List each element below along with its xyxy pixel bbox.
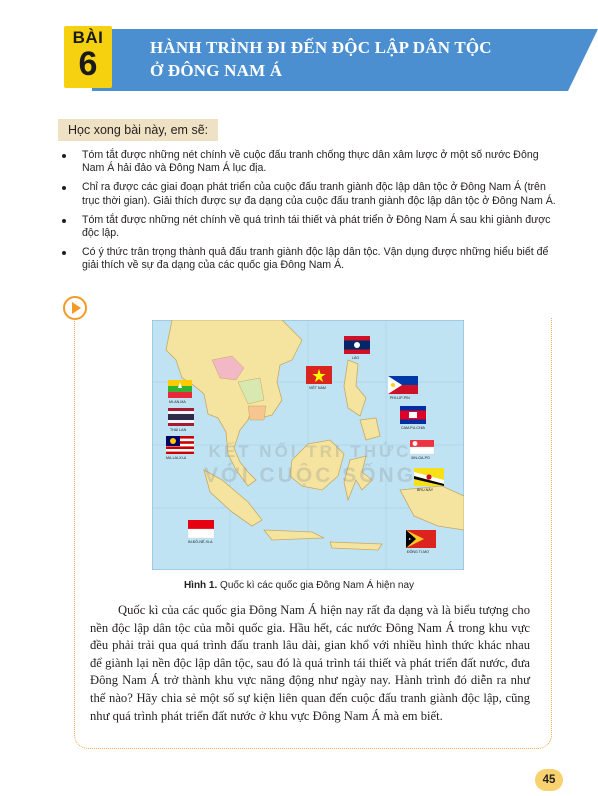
objective-item	[62, 246, 558, 272]
objective-text: Có ý thức trân trọng thành quả đấu tranh giành độc lập dân tộc. Vận dụng được những hiểu biết để giải thích về sự đa dạng của các quốc gia Đông Nam Á.	[82, 246, 549, 272]
flag-timor-leste	[406, 530, 436, 548]
flag-label: ĐÔNG TI-MO	[407, 550, 429, 554]
bullet-icon	[62, 186, 66, 190]
lesson-title-line-2: Ở ĐÔNG NAM Á	[150, 61, 283, 80]
body-paragraph	[90, 602, 530, 725]
flag-label: MI-AN-MA	[169, 400, 186, 404]
objective-text: Tóm tắt được những nét chính về cuộc đấu tranh chống thực dân xâm lược ở một số nước Đông Nam Á hải đảo và Đông Nam Á lục địa.	[82, 149, 539, 175]
flag-thailand	[168, 408, 194, 426]
flag-label: XIN-GA-PO	[411, 456, 430, 460]
flag-cambodia	[400, 406, 426, 424]
page-number: 45	[535, 769, 563, 791]
flag-vietnam	[306, 366, 332, 384]
objectives-list	[62, 149, 558, 279]
body-paragraph-text: Quốc kì của các quốc gia Đông Nam Á hiện nay rất đa dạng và là biểu tượng cho nền độc lập dân tộc của mỗi quốc gia. Hầu hết, các nước Đông Nam Á trong khu vực đều phải trải qua quá trình đấu tranh lâu dài, gian khổ với nhiều hình thức khác nhau để giành lại nền độc lập dân tộc, sau đó là quá trình tái thiết và phát triển đất nước, đưa Đông Nam Á trở thành khu vực năng động như ngày nay. Hành trình đó diễn ra như thế nào? Hãy chia sẻ một số sự kiện liên quan đến cuộc đấu tranh giành độc lập, cũng như quá trình phát triển đất nước ở khu vực Đông Nam Á mà em biết.	[90, 603, 530, 723]
figure-caption	[0, 580, 598, 591]
flag-label: LÀO	[352, 356, 360, 360]
watermark-line-1: KẾT NỐI TRI THỨC	[208, 442, 412, 461]
flag-label: CAM-PU-CHIA	[401, 426, 425, 430]
region-shade	[248, 406, 266, 420]
lesson-title	[150, 36, 570, 82]
flag-label: VIỆT NAM	[309, 386, 326, 390]
objective-item	[62, 149, 558, 175]
flag-label: MA-LAI-XI-A	[166, 456, 187, 460]
watermark-line-2: VỚI CUỘC SỐNG	[203, 464, 417, 487]
objective-text: Chỉ ra được các giai đoạn phát triển của cuộc đấu tranh giành độc lập dân tộc ở Đông Nam Á (trên trục thời gian). Giải thích được sự đa dạng của cuộc đấu tranh giành độc lập dân tộc ở Đông Nam Á.	[82, 181, 556, 207]
objective-item	[62, 181, 558, 207]
lesson-label: BÀI	[72, 28, 104, 47]
lesson-title-line-1: HÀNH TRÌNH ĐI ĐẾN ĐỘC LẬP DÂN TỘC	[150, 38, 492, 57]
figure-caption-label: Hình 1.	[183, 580, 218, 591]
flag-myanmar	[168, 380, 192, 398]
bullet-icon	[62, 219, 66, 223]
flag-label: IN-ĐÔ-NÊ-XI-A	[188, 540, 213, 544]
play-icon[interactable]	[63, 296, 87, 320]
objectives-heading: Học xong bài này, em sẽ:	[58, 119, 218, 141]
flag-indonesia	[188, 520, 214, 538]
bullet-icon	[62, 154, 66, 158]
objective-item	[62, 214, 558, 240]
lesson-number: 6	[78, 45, 98, 83]
flag-philippines	[388, 376, 418, 394]
flag-label: PHI-LIP-PIN	[390, 396, 410, 400]
lesson-number-badge	[64, 26, 112, 88]
watermark	[190, 442, 430, 488]
play-triangle-icon	[72, 302, 81, 314]
flag-label: THÁI LAN	[170, 428, 187, 432]
figure-caption-text: Quốc kì các quốc gia Đông Nam Á hiện nay	[217, 580, 415, 591]
bullet-icon	[62, 251, 66, 255]
objective-text: Tóm tắt được những nét chính về quá trình tái thiết và phát triển ở Đông Nam Á sau khi giành được độc lập.	[82, 213, 551, 240]
flag-label: BRU-NÂY	[417, 488, 434, 492]
flag-laos	[344, 336, 370, 354]
